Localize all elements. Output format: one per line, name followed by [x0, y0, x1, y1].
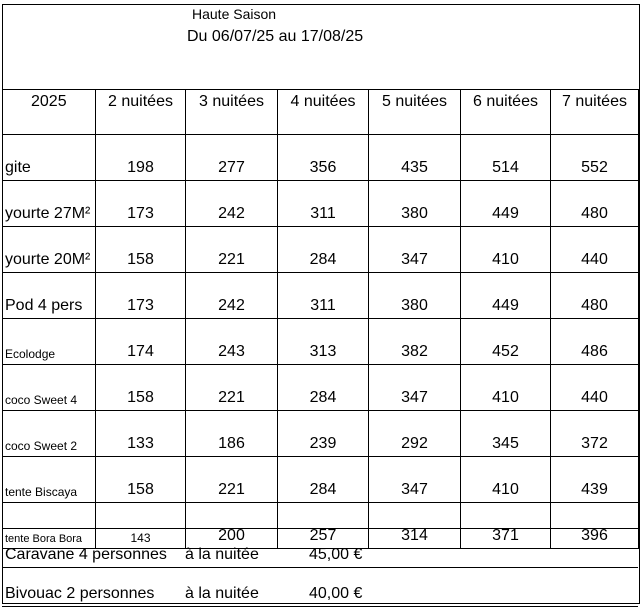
extra-price: 45,00 € [309, 546, 363, 563]
extra-unit: à la nuitée [185, 546, 259, 563]
accommodation-name: Pod 4 pers [3, 273, 96, 319]
price-cell: 133 [96, 411, 186, 457]
price-cell: 243 [186, 319, 278, 365]
price-cell: 372 [551, 411, 639, 457]
column-header: 2025 [3, 90, 96, 135]
accommodation-name: coco Sweet 4 [3, 365, 96, 411]
price-cell: 486 [551, 319, 639, 365]
price-cell: 221 [186, 227, 278, 273]
extra-price: 40,00 € [309, 585, 363, 602]
price-cell: 186 [186, 411, 278, 457]
table-row [3, 411, 639, 457]
extras-section [2, 528, 638, 607]
header-row [3, 90, 639, 135]
price-cell: 284 [278, 227, 369, 273]
price-cell: 345 [461, 411, 551, 457]
price-cell: 439 [551, 457, 639, 503]
price-cell: 380 [369, 273, 461, 319]
price-cell: 174 [96, 319, 186, 365]
price-cell: 380 [369, 181, 461, 227]
price-cell: 143 [96, 503, 186, 549]
price-cell: 158 [96, 365, 186, 411]
price-cell: 242 [186, 181, 278, 227]
price-cell: 356 [278, 135, 369, 181]
price-cell: 410 [461, 457, 551, 503]
price-cell: 449 [461, 273, 551, 319]
price-cell: 449 [461, 181, 551, 227]
price-cell: 311 [278, 181, 369, 227]
extra-unit: à la nuitée [185, 585, 259, 602]
price-cell: 242 [186, 273, 278, 319]
accommodation-name: tente Biscaya [3, 457, 96, 503]
price-cell: 277 [186, 135, 278, 181]
table-row [3, 181, 639, 227]
price-cell: 410 [461, 365, 551, 411]
table-row [3, 227, 639, 273]
price-cell: 371 [461, 503, 551, 549]
accommodation-name: yourte 20M² [3, 227, 96, 273]
price-cell: 552 [551, 135, 639, 181]
price-cell: 382 [369, 319, 461, 365]
price-cell: 440 [551, 365, 639, 411]
price-cell: 284 [278, 457, 369, 503]
table-row [3, 457, 639, 503]
price-cell: 435 [369, 135, 461, 181]
price-cell: 158 [96, 457, 186, 503]
accommodation-name: tente Bora Bora [3, 503, 96, 549]
price-table [2, 89, 639, 549]
price-cell: 173 [96, 273, 186, 319]
price-cell: 480 [551, 273, 639, 319]
column-header: 4 nuitées [278, 90, 369, 135]
price-cell: 396 [551, 503, 639, 549]
price-cell: 292 [369, 411, 461, 457]
price-cell: 239 [278, 411, 369, 457]
column-header: 7 nuitées [551, 90, 639, 135]
extra-row [2, 528, 638, 568]
season-dates: Du 06/07/25 au 17/08/25 [187, 28, 364, 45]
extra-name: Caravane 4 personnes [5, 546, 167, 563]
price-cell: 221 [186, 457, 278, 503]
price-cell: 158 [96, 227, 186, 273]
price-cell: 313 [278, 319, 369, 365]
price-cell: 514 [461, 135, 551, 181]
column-header: 2 nuitées [96, 90, 186, 135]
season-title: Haute Saison [192, 6, 277, 22]
price-cell: 347 [369, 227, 461, 273]
column-header: 5 nuitées [369, 90, 461, 135]
table-row [3, 135, 639, 181]
price-cell: 173 [96, 181, 186, 227]
price-cell: 198 [96, 135, 186, 181]
extra-name: Bivouac 2 personnes [5, 585, 155, 602]
price-cell: 410 [461, 227, 551, 273]
table-row [3, 319, 639, 365]
price-cell: 440 [551, 227, 639, 273]
price-cell: 221 [186, 365, 278, 411]
table-row [3, 273, 639, 319]
accommodation-name: gite [3, 135, 96, 181]
column-header: 6 nuitées [461, 90, 551, 135]
price-cell: 452 [461, 319, 551, 365]
price-cell: 347 [369, 457, 461, 503]
accommodation-name: Ecolodge [3, 319, 96, 365]
price-cell: 200 [186, 503, 278, 549]
accommodation-name: yourte 27M² [3, 181, 96, 227]
accommodation-name: coco Sweet 2 [3, 411, 96, 457]
price-cell: 284 [278, 365, 369, 411]
price-cell: 347 [369, 365, 461, 411]
price-cell: 311 [278, 273, 369, 319]
price-cell: 480 [551, 181, 639, 227]
price-cell: 257 [278, 503, 369, 549]
table-row [3, 365, 639, 411]
price-cell: 314 [369, 503, 461, 549]
extra-row [2, 568, 638, 607]
column-header: 3 nuitées [186, 90, 278, 135]
